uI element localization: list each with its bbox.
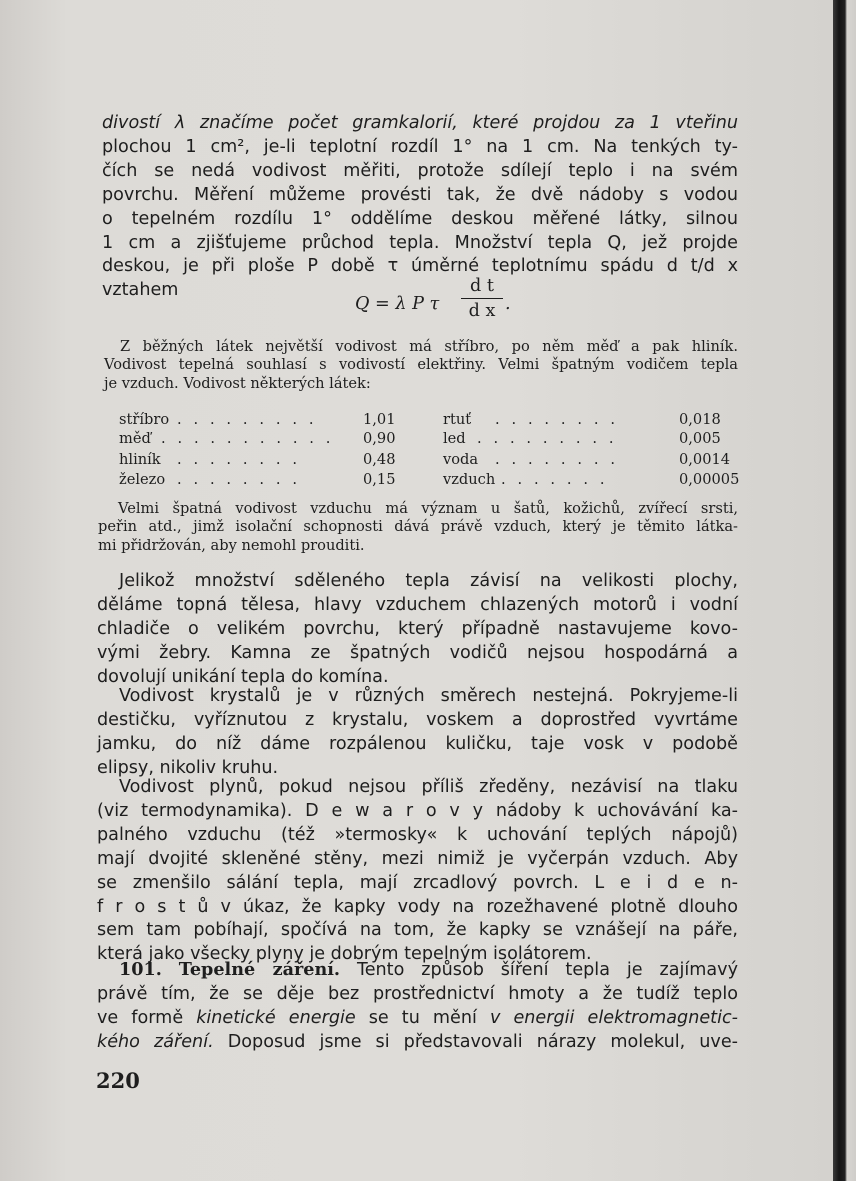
section-title: Tepelné záření. — [178, 959, 341, 980]
text-line: o tepelném rozdílu 1° oddělíme deskou měřené látky, silnou — [102, 208, 738, 229]
text-line: právě tím, že se děje bez prostřednictví hmoty a že tudíž teplo — [97, 983, 738, 1004]
text-line: Jelikož množství sděleného tepla závisí na velikosti plochy, — [119, 571, 738, 591]
table-cell-value: 0,15 — [363, 471, 396, 488]
paragraph-crystals — [97, 685, 738, 781]
text-line: která jako všecky plyny je dobrým tepelným isolátorem. — [97, 944, 592, 965]
formula-end: . — [505, 294, 511, 314]
table-cell-name: měď — [119, 430, 151, 447]
table-cell-name: hliník — [119, 451, 161, 468]
table-cell-dots: . . . . . . . . . — [177, 411, 318, 428]
table-cell-name: stříbro — [119, 411, 170, 428]
small-print-conductivity-note — [104, 338, 738, 393]
text-line: kého záření. Doposud jsme si představovali nárazy molekul, uve- — [97, 1031, 739, 1052]
table-cell-value: 0,0014 — [679, 451, 731, 468]
section-thermal-radiation — [97, 958, 738, 1055]
text-line: dovolují unikání tepla do komína. — [97, 666, 389, 687]
text-line: čích se nedá vodivost měřiti, protože sdílejí teplo i na svém — [102, 160, 738, 181]
table-cell-dots: . . . . . . . . — [177, 471, 301, 488]
paragraph-heating-bodies — [97, 570, 738, 690]
paragraph-thermal-conductivity — [102, 112, 738, 303]
text-line: ve formě kinetické energie se tu mění v energii elektromagnetic- — [97, 1007, 738, 1028]
text-line: 1 cm a zjišťujeme průchod tepla. Množství tepla Q, jež projde — [102, 232, 738, 253]
text-line: se zmenšilo sálání tepla, mají zrcadlový povrch. L e i d e n- — [97, 872, 738, 893]
page-binding-edge — [833, 0, 856, 1181]
table-cell-dots: . . . . . . . . — [177, 451, 301, 468]
formula-denominator: d x — [468, 301, 496, 321]
text-line: elipsy, nikoliv kruhu. — [97, 757, 279, 778]
text-line: jamku, do níž dáme rozpálenou kuličku, taje vosk v podobě — [97, 733, 738, 754]
text-line: chladiče o velikém povrchu, který případně nastavujeme kovo- — [97, 618, 738, 639]
text-line: povrchu. Měření můžeme provésti tak, že dvě nádoby s vodou — [102, 184, 738, 205]
table-cell-name: rtuť — [443, 411, 472, 428]
formula-numerator: d t — [470, 276, 494, 296]
text-line: mi přidržován, aby nemohl prouditi. — [98, 536, 365, 554]
text-line: je vzduch. Vodivost některých látek: — [104, 374, 371, 392]
table-cell-name: voda — [443, 451, 479, 468]
text-line: f r o s t ů v úkaz, že kapky vody na rozežhavené plotně dlouho — [97, 896, 738, 917]
table-cell-value: 0,005 — [679, 430, 721, 447]
text-line: peřin atd., jimž isolační schopnosti dává právě vzduch, který je těmito látka- — [98, 518, 738, 536]
table-cell-dots: . . . . . . . — [501, 471, 609, 488]
table-cell-value: 0,018 — [679, 411, 721, 428]
text-line: palného vzduchu (též »termosky« k uchování teplých nápojů) — [97, 824, 738, 845]
table-cell-name: vzduch — [443, 471, 496, 488]
table-cell-dots: . . . . . . . . — [495, 451, 619, 468]
table-cell-dots: . . . . . . . . . . . — [161, 430, 335, 447]
text-line: (viz termodynamika). D e w a r o v y nádoby k uchovávání ka- — [97, 800, 738, 821]
text-line: sem tam pobíhají, spočívá na tom, že kapky se vznášejí na páře, — [97, 920, 738, 941]
page-number: 220 — [96, 1068, 140, 1093]
text-line: divostí λ značíme počet gramkalorií, které projdou za 1 vteřinu — [102, 113, 738, 133]
table-cell-name: led — [443, 430, 466, 447]
text-line: plochou 1 cm², je-li teplotní rozdíl 1° na 1 cm. Na tenkých ty- — [102, 136, 738, 157]
table-cell-dots: . . . . . . . . — [495, 411, 619, 428]
section-number: 101. — [119, 959, 162, 980]
text-run: Tento způsob šíření tepla je zajímavý — [356, 960, 738, 980]
text-line: deskou, je při ploše P době τ úměrné teplotnímu spádu d t/d x — [102, 256, 738, 277]
text-line: destičku, vyříznutou z krystalu, voskem a doprostřed vyvrtáme — [97, 709, 738, 730]
text-line: vztahem — [102, 280, 179, 301]
text-line: Vodivost krystalů je v různých směrech nestejná. Pokryjeme-li — [119, 686, 738, 706]
table-cell-dots: . . . . . . . . . — [477, 430, 618, 447]
text-line: Vodivost tepelná souhlasí s vodivostí elektřiny. Velmi špatným vodičem tepla — [104, 356, 738, 374]
small-print-air-insulation — [98, 500, 738, 555]
text-line: mají dvojité skleněné stěny, mezi nimiž je vyčerpán vzduch. Aby — [97, 848, 738, 869]
text-line: vými žebry. Kamna ze špatných vodičů nejsou hospodárná a — [97, 642, 738, 663]
paragraph-gas-conductivity — [97, 776, 738, 967]
text-line: Velmi špatná vodivost vzduchu má význam u šatů, kožichů, zvířecí srsti, — [118, 500, 738, 517]
table-cell-value: 0,90 — [363, 430, 396, 447]
formula-lhs: Q = λ P τ — [355, 294, 440, 314]
formula-fraction — [461, 276, 503, 321]
table-cell-name: železo — [119, 471, 166, 488]
section-heading-line — [97, 958, 738, 983]
text-line: děláme topná tělesa, hlavy vzduchem chlazených motorů i vodní — [97, 594, 738, 615]
table-cell-value: 1,01 — [363, 411, 396, 428]
table-cell-value: 0,00005 — [679, 471, 740, 488]
text-line: Z běžných látek největší vodivost má stříbro, po něm měď a pak hliník. — [120, 338, 738, 355]
table-cell-value: 0,48 — [363, 451, 396, 468]
fraction-bar — [461, 298, 503, 299]
text-line: Vodivost plynů, pokud nejsou příliš zředěny, nezávisí na tlaku — [119, 777, 738, 797]
